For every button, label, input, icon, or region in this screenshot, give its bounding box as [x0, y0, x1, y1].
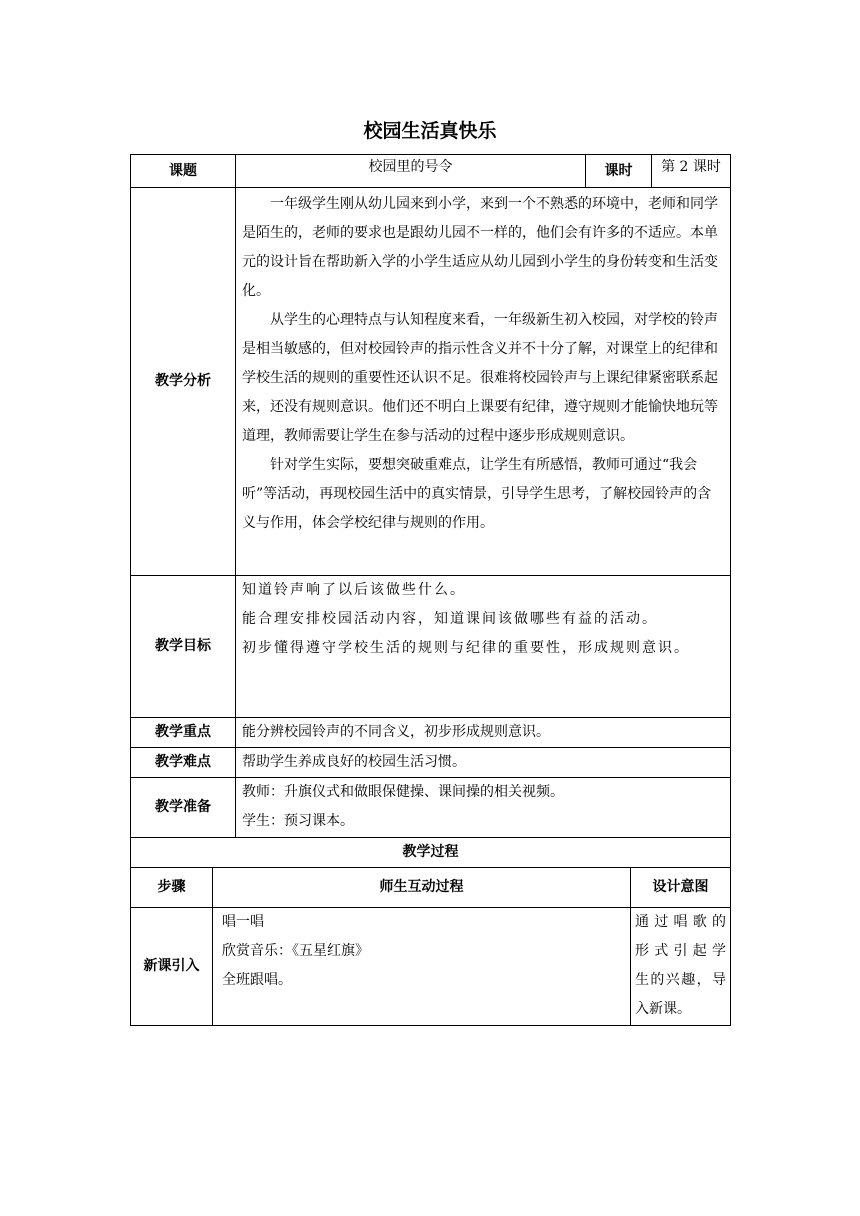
interaction-line: 全班跟唱。 [222, 972, 292, 988]
analysis-paragraph: 从学生的心理特点与认知程度来看，一年级新生初入校园，对学校的铃声是相当敏感的，但对校园铃声的指示性含义并不十分了解，对课堂上的纪律和学校生活的规则的重要性还认识不足。很难将校园铃声与上课纪律紧密联系起来，还没有规则意识。他们还不明白上课要有纪律，遵守规则才能愉快地玩等道理，教师需要让学生在参与活动的过程中逐步形成规则意识。 [242, 312, 718, 444]
period-value: 第 2 课时 [652, 155, 731, 188]
prep-label: 教学准备 [131, 778, 236, 838]
step-cell: 新课引入 [131, 908, 213, 1026]
prep-line: 学生：预习课本。 [242, 813, 354, 829]
interaction-line: 唱一唱 [222, 914, 264, 930]
topic-label: 课题 [131, 155, 236, 188]
goal-item: 能合理安排校园活动内容，知道课间该做哪些有益的活动。 [242, 611, 658, 627]
col-interaction-header: 师生互动过程 [213, 868, 631, 908]
col-intent-header: 设计意图 [631, 868, 731, 908]
analysis-content [236, 188, 731, 576]
page-title: 校园生活真快乐 [363, 120, 497, 142]
key-point-value: 能分辨校园铃声的不同含义，初步形成规则意识。 [236, 718, 731, 748]
goals-content [236, 576, 731, 718]
goal-item: 知道铃声响了以后该做些什么。 [242, 582, 466, 598]
goal-item: 初步懂得遵守学校生活的规则与纪律的重要性，形成规则意识。 [242, 640, 690, 656]
col-step-header: 步骤 [131, 868, 213, 908]
intent-line: 形式引起学 [635, 943, 726, 959]
difficulty-value: 帮助学生养成良好的校园生活习惯。 [236, 748, 731, 778]
lesson-info-table [130, 154, 731, 838]
period-label: 课时 [586, 155, 652, 188]
intent-line: 入新课。 [635, 1001, 691, 1017]
analysis-paragraph: 一年级学生刚从幼儿园来到小学，来到一个不熟悉的环境中，老师和同学是陌生的，老师的要求也是跟幼儿园不一样的，他们会有许多的不适应。本单元的设计旨在帮助新入学的小学生适应从幼儿园到小学生的身份转变和生活变化。 [242, 196, 718, 299]
intent-cell [631, 908, 731, 1026]
process-heading: 教学过程 [131, 838, 731, 868]
interaction-cell [213, 908, 631, 1026]
intent-line: 生的兴趣，导 [635, 972, 726, 988]
topic-value: 校园里的号令 [236, 155, 586, 188]
process-table [130, 837, 731, 1026]
difficulty-label: 教学难点 [131, 748, 236, 778]
analysis-label: 教学分析 [131, 188, 236, 576]
goals-label: 教学目标 [131, 576, 236, 718]
interaction-line: 欣赏音乐：《五星红旗》 [222, 943, 369, 959]
analysis-paragraph: 针对学生实际，要想突破重难点，让学生有所感悟，教师可通过“我会听”等活动，再现校园生活中的真实情景，引导学生思考，了解校园铃声的含义与作用，体会学校纪律与规则的作用。 [242, 457, 712, 531]
prep-content [236, 778, 731, 838]
table-row [131, 908, 731, 1026]
intent-line: 通过唱歌的 [635, 914, 726, 930]
key-point-label: 教学重点 [131, 718, 236, 748]
prep-line: 教师：升旗仪式和做眼保健操、课间操的相关视频。 [242, 784, 564, 800]
